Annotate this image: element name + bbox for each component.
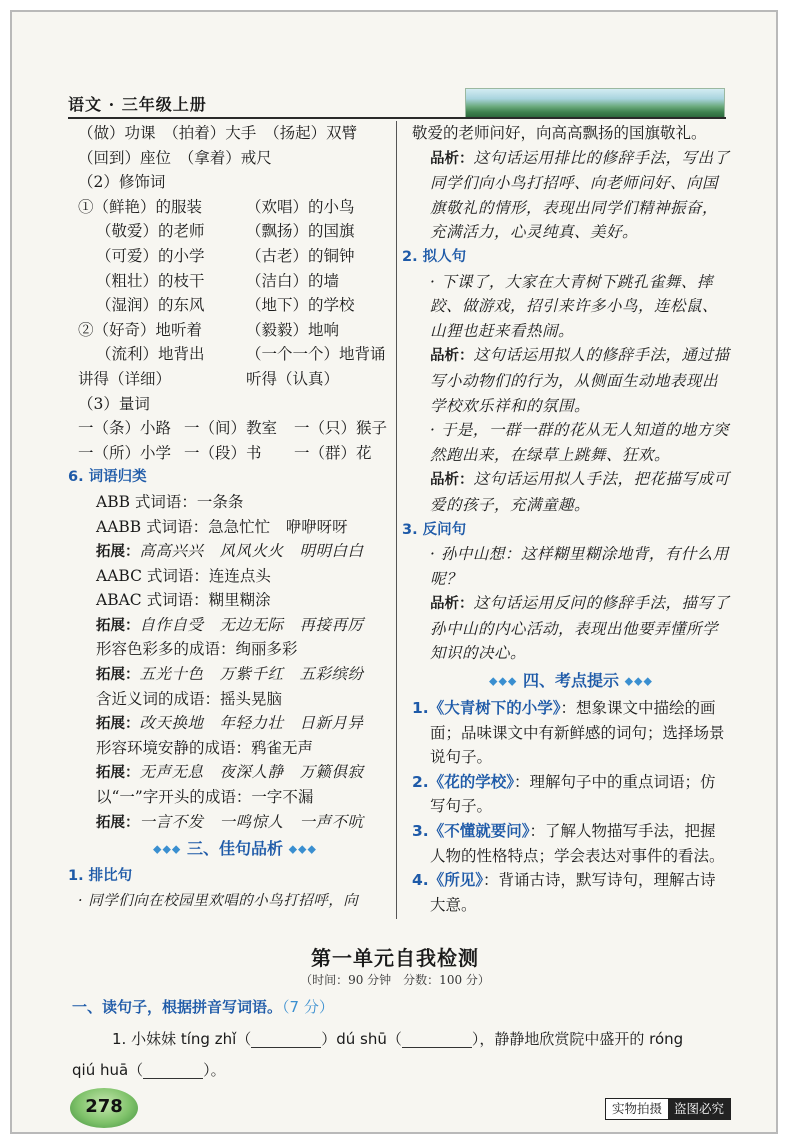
extension-label: 拓展： (96, 814, 140, 831)
analysis-paragraph (412, 591, 730, 666)
phrase: 讲得（详细） (78, 369, 172, 388)
modifier-row (78, 367, 392, 392)
running-header-title: 语文 · 三年级上册 (68, 95, 207, 114)
exam-tip (412, 770, 730, 819)
phrase: （拍着）大手 (171, 124, 257, 142)
tip-lesson-title: 《花的学校》 (428, 771, 514, 791)
answer-blank[interactable] (251, 1033, 321, 1048)
phrase: （可爱）的小学 (96, 246, 205, 265)
extension-line (78, 760, 392, 785)
extension-line (78, 539, 392, 564)
column-divider (396, 121, 397, 919)
self-test-meta: （时间：90 分钟 分数：100 分） (300, 973, 490, 987)
extension-label: 拓展： (96, 617, 140, 634)
phrase: （湿润）的东风 (96, 296, 205, 315)
question-text: ），静静地欣赏院中盛开的 róng (471, 1030, 684, 1048)
example-sentence: · 孙中山想：这样糊里糊涂地背，有什么用呢？ (430, 545, 729, 588)
category-line: ABB 式词语：一条条 (96, 492, 244, 511)
measure-row (78, 441, 392, 466)
phrase: （拿着）戒尺 (186, 148, 272, 167)
extension-label: 拓展： (96, 716, 140, 733)
modifier-heading: （2）修饰词 (78, 173, 166, 192)
exam-tip (412, 868, 730, 917)
analysis-label: 品析： (430, 150, 474, 167)
diamond-decoration-icon: ◆◆◆ (153, 842, 182, 856)
analysis-text: 这句话运用排比的修辞手法，写出了同学们向小鸟打招呼、向老师问好、向国旗敬礼的情形，表现出同学们精神振奋，充满活力，心灵纯真、美好。 (430, 148, 730, 242)
phrase: （飘扬）的国旗 (246, 222, 355, 241)
header-rule (68, 117, 726, 119)
tip-lesson-title: 《大青树下的小学》 (428, 698, 561, 718)
extension-label: 拓展： (96, 667, 140, 684)
question-text: ）。 (203, 1061, 226, 1079)
extension-text: 高高兴兴 风风火火 明明白白 (139, 542, 364, 561)
section-banner-exam-tips (412, 666, 730, 696)
extension-text: 五光十色 万紫千红 五彩缤纷 (139, 665, 364, 684)
stamp-text: 盗图必究 (668, 1099, 730, 1119)
phrase: 一（段）书 (184, 443, 262, 462)
banner-text: 四、考点提示 (522, 671, 619, 691)
extension-label: 拓展： (96, 544, 140, 561)
exam-tip (412, 696, 730, 770)
tip-number: 1. (412, 699, 429, 718)
subheading-personification: 2. 拟人句 (402, 248, 467, 265)
verb-row-1 (78, 121, 392, 146)
extension-text: 自作自受 无边无际 再接再厉 (139, 615, 364, 634)
question-line (72, 1059, 226, 1080)
phrase: 听得（认真） (246, 369, 340, 388)
phrase: （一个一个）地背诵 (246, 345, 386, 364)
phrase: 一（群）花 (294, 443, 372, 462)
exam-tip (412, 819, 730, 868)
question-points: （7 分） (282, 998, 334, 1016)
section-banner-sentences (78, 834, 392, 864)
diamond-decoration-icon: ◆◆◆ (624, 674, 653, 688)
page-number: 278 (85, 1096, 123, 1117)
measure-row (78, 416, 392, 441)
analysis-text: 这句话运用拟人的修辞手法，通过描写小动物们的行为，从侧面生动地表现出学校欢乐祥和的氛围。 (430, 346, 730, 415)
phrase: （粗壮）的枝干 (96, 271, 205, 290)
phrase: （流利）地背出 (96, 345, 205, 364)
example-sentence: · 下课了，大家在大青树下跳孔雀舞、摔跤、做游戏，招引来许多小鸟，连松鼠、山狸也赶来看热闹。 (430, 272, 719, 340)
question-text: 1. 小妹妹 tíng zhǐ（ (112, 1030, 252, 1048)
diamond-decoration-icon: ◆◆◆ (288, 842, 317, 856)
left-column (68, 121, 392, 913)
phrase: （扬起）双臂 (271, 124, 358, 142)
phrase: （做）功课 (78, 124, 156, 142)
extension-line (78, 662, 392, 687)
header-landscape-image (465, 88, 725, 118)
extension-line (78, 613, 392, 638)
phrase: 一（所）小学 (78, 443, 172, 462)
answer-blank[interactable] (402, 1033, 472, 1048)
question-heading-text: 一、读句子，根据拼音写词语。 (72, 998, 283, 1016)
subheading-parallelism: 1. 排比句 (68, 868, 133, 885)
extension-line (78, 810, 392, 835)
tip-text: ：理解句子中的重点词语；仿写句子。 (430, 772, 716, 816)
extension-label: 拓展： (96, 765, 140, 782)
phrase: （毅毅）地响 (246, 320, 340, 339)
page-number-badge (70, 1088, 138, 1128)
phrase: 一（间）教室 (184, 419, 278, 438)
diamond-decoration-icon: ◆◆◆ (489, 674, 518, 688)
modifier-row (78, 342, 392, 367)
analysis-text: 这句话运用反问的修辞手法，描写了孙中山的内心活动，表现出他要弄懂所学知识的决心。 (430, 594, 730, 663)
right-column (402, 121, 730, 917)
watermark-stamp (605, 1098, 731, 1120)
example-sentence-continued: 敬爱的老师问好，向高高飘扬的国旗敬礼。 (412, 124, 707, 142)
question-text: ）dú shū（ (321, 1030, 402, 1048)
question-text: qiú huā（ (72, 1061, 144, 1079)
category-line: 含近义词的成语：摇头晃脑 (96, 689, 283, 708)
tip-lesson-title: 《所见》 (428, 870, 483, 890)
analysis-label: 品析： (430, 596, 474, 613)
tip-text: ：想象课文中描绘的画面；品味课文中有新鲜感的词句；选择场景说句子。 (430, 699, 725, 767)
tip-text: ：背诵古诗，默写诗句，理解古诗大意。 (430, 871, 716, 914)
modifier-row (78, 195, 392, 220)
phrase: （敬爱）的老师 (96, 222, 205, 241)
modifier-row (78, 318, 392, 343)
question-line (112, 1028, 683, 1049)
extension-line (78, 711, 392, 736)
stamp-text: 实物拍摄 (606, 1099, 668, 1119)
self-test-title: 第一单元自我检测 (311, 946, 479, 970)
measure-heading: （3）量词 (78, 394, 150, 413)
analysis-label: 品析： (430, 472, 474, 489)
phrase: （欢唱）的小鸟 (246, 197, 355, 216)
modifier-row (78, 293, 392, 318)
analysis-label: 品析： (430, 348, 474, 365)
analysis-paragraph (412, 146, 730, 245)
phrase: 一（条）小路 (78, 419, 172, 438)
category-line: AABC 式词语：连连点头 (96, 566, 271, 585)
tip-text: ：了解人物描写手法，把握人物的性格特点；学会表达对事件的看法。 (430, 822, 725, 865)
question-heading (72, 996, 334, 1017)
subheading-rhetorical: 3. 反问句 (402, 521, 467, 538)
analysis-text: 这句话运用拟人手法，把花描写成可爱的孩子，充满童趣。 (430, 470, 730, 514)
phrase: （古老）的铜钟 (246, 246, 355, 265)
extension-text: 无声无息 夜深人静 万籁俱寂 (139, 763, 364, 782)
phrase: （回到）座位 (78, 148, 172, 167)
phrase: ②（好奇）地听着 (78, 320, 203, 339)
modifier-row (78, 269, 392, 294)
extension-text: 一言不发 一鸣惊人 一声不吭 (139, 812, 364, 831)
category-line: 形容环境安静的成语：鸦雀无声 (96, 738, 314, 757)
phrase: 一（只）猴子 (294, 419, 388, 438)
phrase: ①（鲜艳）的服装 (78, 197, 203, 216)
tip-lesson-title: 《不懂就要问》 (428, 821, 530, 841)
section-heading-word-classify: 6. 词语归类 (68, 469, 147, 486)
answer-blank[interactable] (143, 1064, 203, 1079)
tip-number: 3. (412, 822, 429, 841)
phrase: （地下）的学校 (246, 296, 355, 315)
banner-text: 三、佳句品析 (186, 839, 283, 859)
category-line: 形容色彩多的成语：绚丽多彩 (96, 640, 298, 659)
extension-text: 改天换地 年轻力壮 日新月异 (139, 714, 364, 733)
phrase: （洁白）的墙 (246, 271, 340, 290)
verb-row-2 (78, 146, 392, 171)
category-line: ABAC 式词语：糊里糊涂 (96, 591, 271, 610)
tip-number: 2. (412, 772, 429, 791)
category-line: 以“一”字开头的成语：一字不漏 (96, 788, 314, 807)
example-sentence: · 于是，一群一群的花从无人知道的地方突然跑出来，在绿草上跳舞、狂欢。 (430, 421, 729, 464)
analysis-paragraph (412, 343, 730, 418)
modifier-row (78, 219, 392, 244)
modifier-row (78, 244, 392, 269)
example-sentence: · 同学们向在校园里欢唱的小鸟打招呼，向 (78, 892, 359, 909)
analysis-paragraph (412, 467, 730, 517)
category-line: AABB 式词语：急急忙忙 咿咿呀呀 (96, 517, 348, 536)
tip-number: 4. (412, 871, 429, 890)
